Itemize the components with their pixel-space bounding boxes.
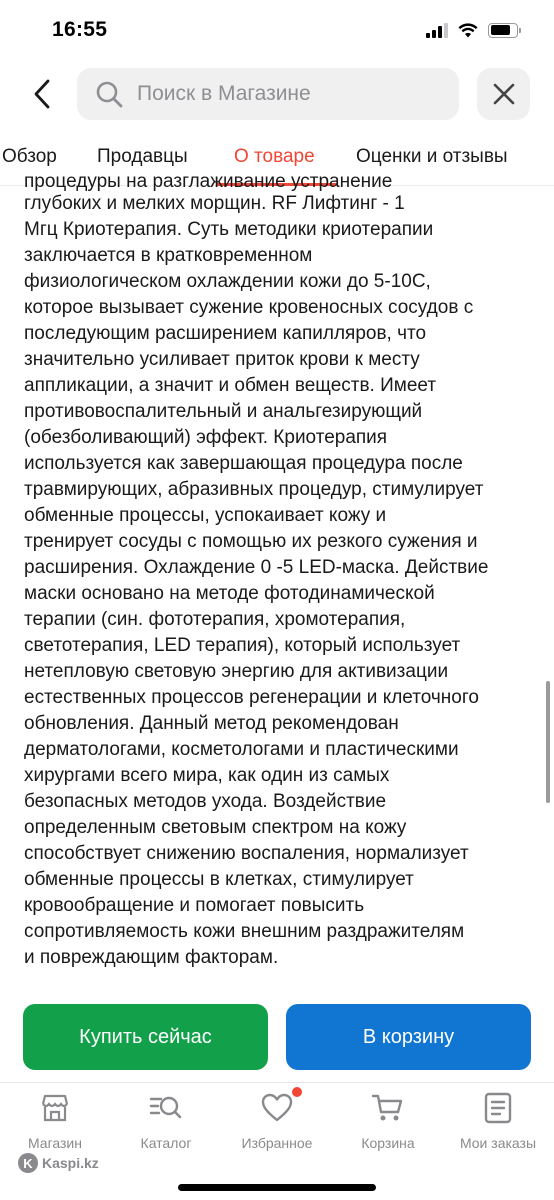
description-line: безопасных методов ухода. Воздействие (24, 791, 387, 812)
description-line: обменные процессы, успокаивает кожу и (24, 505, 387, 526)
bottom-navigation (0, 1082, 554, 1200)
description-line: обменные процессы в клетках, стимулирует (24, 869, 414, 890)
description-line: дерматологами, косметологами и пластическими (24, 739, 459, 760)
search-input[interactable] (137, 82, 437, 106)
cellular-signal-icon (426, 22, 448, 38)
tab-sellers[interactable]: Продавцы (97, 146, 188, 167)
nav-item-orders[interactable] (443, 1091, 553, 1151)
cart-icon (371, 1092, 405, 1124)
description-cut-line: процедуры на разглаживание устранение (24, 171, 393, 192)
description-line: обновления. Данный метод рекомендован (24, 713, 399, 734)
search-box[interactable] (77, 68, 459, 120)
description-line: глубоких и мелких морщин. RF Лифтинг - 1 (24, 193, 405, 214)
nav-item-cart[interactable] (333, 1091, 443, 1151)
close-button[interactable] (477, 68, 530, 120)
status-bar (0, 0, 554, 62)
favorites-badge (292, 1087, 302, 1097)
heart-icon (261, 1093, 293, 1123)
description-line: (обезболивающий) эффект. Криотерапия (24, 427, 388, 448)
description-line: травмирующих, абразивных процедур, стимулирует (24, 479, 484, 500)
description-line: сопротивляемость кожи внешним раздражителям (24, 921, 465, 942)
tab-overview[interactable]: Обзор (2, 146, 57, 167)
header (0, 62, 554, 126)
description-line: физиологическом охлаждении кожи до 5-10С, (24, 271, 431, 292)
scrollbar[interactable] (546, 681, 550, 803)
product-description (24, 191, 534, 971)
description-line: Мгц Криотерапия. Суть методики криотерапии (24, 219, 434, 240)
status-icons (426, 22, 518, 38)
description-line: используется как завершающая процедура после (24, 453, 463, 474)
description-line: определенным световым спектром на кожу (24, 817, 407, 838)
buy-now-button[interactable]: Купить сейчас (23, 1004, 268, 1070)
nav-label-catalog: Каталог (140, 1135, 192, 1151)
nav-item-catalog[interactable] (111, 1091, 221, 1151)
description-line: аппликации, а значит и обмен веществ. Имеет (24, 375, 437, 396)
description-line: кровообращение и помогает повысить (24, 895, 365, 916)
description-line: нетепловую световую энергию для активизации (24, 661, 449, 682)
tab-reviews[interactable]: Оценки и отзывы (356, 146, 508, 167)
status-time: 16:55 (52, 18, 108, 41)
description-line: терапии (син. фототерапия, хромотерапия, (24, 609, 406, 630)
description-line: хирургами всего мира, как один из самых (24, 765, 390, 786)
orders-icon (484, 1092, 512, 1124)
nav-item-favorites[interactable] (222, 1091, 332, 1151)
description-line: маски основано на методе фотодинамической (24, 583, 435, 604)
nav-label-orders: Мои заказы (459, 1135, 537, 1151)
search-icon (95, 80, 123, 108)
description-line: способствует снижению воспаления, нормализует (24, 843, 469, 864)
tab-about-product[interactable]: О товаре (234, 146, 315, 167)
add-to-cart-button[interactable]: В корзину (286, 1004, 531, 1070)
catalog-search-icon (149, 1093, 183, 1123)
description-line: заключается в кратковременном (24, 245, 313, 266)
action-buttons (0, 1004, 554, 1070)
nav-label-cart: Корзина (361, 1135, 415, 1151)
home-indicator (178, 1184, 376, 1191)
description-line: тренирует сосуды с помощью их резкого сужения и (24, 531, 478, 552)
product-description-area[interactable] (0, 171, 554, 984)
kaspi-brand-text: Kaspi.kz (42, 1155, 99, 1171)
description-line: светотерапия, LED терапия), который использует (24, 635, 461, 656)
kaspi-mark-icon: K (18, 1153, 38, 1173)
description-line: и повреждающим факторам. (24, 947, 279, 968)
nav-label-favorites: Избранное (241, 1135, 313, 1151)
chevron-left-icon (33, 79, 51, 109)
description-line: расширения. Охлаждение 0 -5 LED-маска. Действие (24, 557, 489, 578)
nav-item-shop[interactable] (0, 1091, 110, 1151)
wifi-icon (458, 23, 478, 38)
shop-icon (39, 1092, 71, 1124)
description-line: противовоспалительный и анальгезирующий (24, 401, 423, 422)
description-line: последующим расширением капилляров, что (24, 323, 427, 344)
description-line: которое вызывает сужение кровеносных сосудов с (24, 297, 474, 318)
kaspi-logo (18, 1153, 99, 1173)
close-icon (493, 83, 515, 105)
battery-icon (488, 23, 518, 38)
back-button[interactable] (22, 72, 62, 116)
description-line: значительно усиливает приток крови к месту (24, 349, 420, 370)
nav-label-shop: Магазин (27, 1135, 82, 1151)
description-line: естественных процессов регенерации и клеточного (24, 687, 479, 708)
